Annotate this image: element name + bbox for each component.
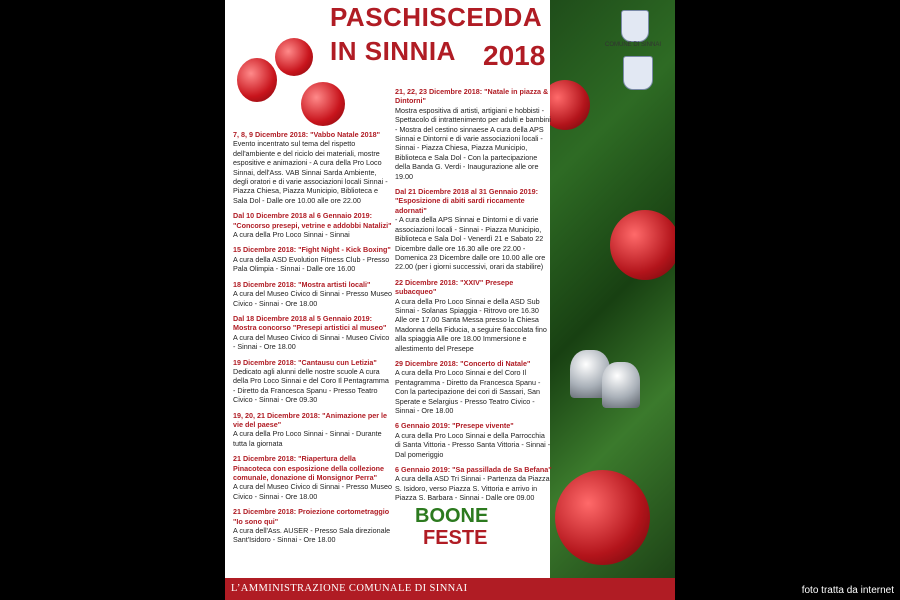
event-item	[395, 278, 552, 353]
christmas-ball-ornament	[555, 470, 650, 565]
event-details: A cura della ASD Tri Sinnai - Partenza da Piazza S. Isidoro, verso Piazza S. Vittoria e arrivo in Piazza S. Barbara - Sinnai - Dalle ore 09.00	[395, 474, 550, 503]
poster-title-line2: IN SINNIA	[330, 36, 456, 66]
event-item	[233, 507, 393, 545]
event-details: A cura della ASD Evolution Fitness Club - Presso Pala Olimpia - Sinnai - Dalle ore 16.00	[233, 254, 390, 274]
footer-banner: L’AMMINISTRAZIONE COMUNALE DI SINNAI	[225, 578, 675, 600]
event-details: A cura della Pro Loco Sinnai - Sinnai - Durante tutta la giornata	[233, 429, 382, 448]
poster-title-line1: PASCHISCEDDA	[330, 2, 543, 32]
event-heading: 21 Dicembre 2018: "Riapertura della Pinacoteca con esposizione della collezione comunale, donazione di Monsignor Perra"	[233, 454, 384, 482]
christmas-ball-ornament	[275, 38, 313, 76]
event-item	[395, 87, 552, 181]
events-column-right	[395, 87, 552, 509]
event-poster	[225, 0, 675, 600]
event-details: Dedicato agli alunni delle nostre scuole A cura della Pro Loco Sinnai e del Coro Il Pentagramma - Diretto da Francesca Spanu - Presso Teatro Civico - Sinnai - Ore 09.30	[233, 366, 389, 405]
brand-logo-boone: BOONE	[415, 505, 489, 527]
event-item	[233, 454, 393, 501]
event-heading: 29 Dicembre 2018: "Concerto di Natale"	[395, 358, 531, 368]
event-heading: 22 Dicembre 2018: "XXIV" Presepe subacqueo"	[395, 277, 514, 297]
event-heading: 6 Gennaio 2019: "Sa passillada de Sa Befana"	[395, 465, 552, 475]
event-details: A cura dell'Ass. AUSER - Presso Sala direzionale Sant'Isidoro - Sinnai - Ore 18.00	[233, 526, 391, 545]
event-item	[233, 358, 393, 405]
event-heading: 19, 20, 21 Dicembre 2018: "Animazione per le vie del paese"	[233, 410, 388, 429]
event-details: A cura della Pro Loco Sinnai e del Coro Il Pentagramma - Diretto da Francesca Spanu - Con la partecipazione dei cori di Sassari, San Sperate e Selargius - Presso Teatro Civico - Sinnai - Ore 18.00	[395, 368, 541, 415]
event-heading: Dal 10 Dicembre 2018 al 6 Gennaio 2019: "Concorso presepi, vetrine e addobbi Natalizi"	[233, 211, 392, 230]
event-item	[395, 187, 552, 272]
event-details: A cura del Museo Civico di Sinnai - Presso Museo Civico - Sinnai - Ore 18.00	[233, 289, 392, 308]
event-heading: 21 Dicembre 2018: Proiezione cortometraggio "Io sono qui"	[233, 507, 390, 526]
event-heading: 6 Gennaio 2019: "Presepe vivente"	[395, 421, 514, 431]
event-item	[395, 359, 552, 415]
christmas-ball-ornament	[301, 82, 345, 126]
event-details: A cura del Museo Civico di Sinnai - Museo Civico - Sinnai - Ore 18.00	[233, 332, 390, 352]
brand-logo-feste: FESTE	[423, 527, 488, 549]
poster-year: 2018	[483, 40, 546, 71]
christmas-ball-ornament	[550, 80, 590, 130]
event-details: Evento incentrato sul tema del rispetto dell'ambiente e del riciclo dei materiali, mostre espositive e animazioni - A cura della Pro Loco Sinnai, dell'Ass. VAB Sinnai Sarda Ambiente, degli oratori e di varie associazioni locali Sinnai - Piazza Chiesa, Piazza Municipio, Biblioteca e Sala Dol - Dalle ore 10.00 alle ore 22.00	[233, 139, 388, 205]
event-heading: 19 Dicembre 2018: "Cantausu cun Letizia"	[233, 357, 377, 367]
event-item	[233, 245, 393, 273]
event-details: A cura della Pro Loco Sinnai e della Parrocchia di Santa Vittoria - Presso Santa Vittoria - Sinnai - Dal pomeriggio	[395, 430, 551, 459]
silver-bell-icon	[602, 362, 640, 408]
event-details: Mostra espositiva di artisti, artigiani e hobbisti - Spettacolo di intrattenimento per adulti e bambini - Mostra del cestino sinnaese A cura della APS Sinnai e Dintorni e di varie associazioni locali - Sinnai - Piazza Chiesa, Piazza Municipio, Biblioteca e Sala Dol - Con la partecipazione della Banda G. Verdi - Inaugurazione alle ore 19.00	[395, 105, 551, 181]
event-details: - A cura della APS Sinnai e Dintorni e di varie associazioni locali - Sinnai - Piazza Municipio, Biblioteca e Sala Dol - Venerdì 21 e Sabato 22 Dicembre dalle ore 16.30 alle ore 22.00 - Domenica 23 Dicembre dalle ore 10.00 alle ore 22.00 (per i giorni successivi, orari da stabilire)	[395, 215, 546, 272]
event-heading: 7, 8, 9 Dicembre 2018: "Vabbo Natale 2018"	[233, 130, 381, 139]
event-heading: 15 Dicembre 2018: "Fight Night - Kick Boxing"	[233, 245, 391, 255]
municipal-crest-icon	[621, 10, 649, 42]
event-item	[233, 314, 393, 352]
event-heading: Dal 21 Dicembre 2018 al 31 Gennaio 2019: "Esposizione di abiti sardi riccamente adornati"	[395, 187, 539, 215]
event-item	[233, 280, 393, 308]
event-item	[395, 465, 552, 503]
christmas-ball-ornament	[610, 210, 675, 280]
christmas-ball-ornament	[237, 58, 277, 102]
comune-label: COMUNE DI SINNAI	[605, 42, 662, 48]
event-item	[233, 411, 393, 449]
event-item	[395, 421, 552, 459]
event-details: A cura del Museo Civico di Sinnai - Presso Museo Civico - Sinnai - Ore 18.00	[233, 482, 392, 501]
event-heading: 18 Dicembre 2018: "Mostra artisti locali"	[233, 279, 371, 289]
event-item	[233, 211, 393, 239]
event-details: A cura della Pro Loco Sinnai e della ASD Sub Sinnai - Solanas Spiaggia - Ritrovo ore 16.30 Alle ore 17.00 Santa Messa presso la Chiesa Madonna della Fiducia, a seguire fiaccolata fino alla spiaggia Alle ore 18.00 Immersione e allestimento del Presepe	[395, 296, 547, 353]
events-column-left	[233, 130, 393, 551]
christmas-decoration-panel	[550, 0, 675, 600]
photo-credit: foto tratta da internet	[801, 585, 894, 596]
event-item	[233, 130, 393, 205]
event-details: A cura della Pro Loco Sinnai - Sinnai	[233, 230, 350, 240]
pro-loco-crest-icon	[623, 56, 653, 90]
event-heading: Dal 18 Dicembre 2018 al 5 Gennaio 2019: Mostra concorso "Presepi artistici al museo"	[233, 313, 387, 333]
event-heading: 21, 22, 23 Dicembre 2018: "Natale in piazza & Dintorni"	[395, 87, 549, 106]
